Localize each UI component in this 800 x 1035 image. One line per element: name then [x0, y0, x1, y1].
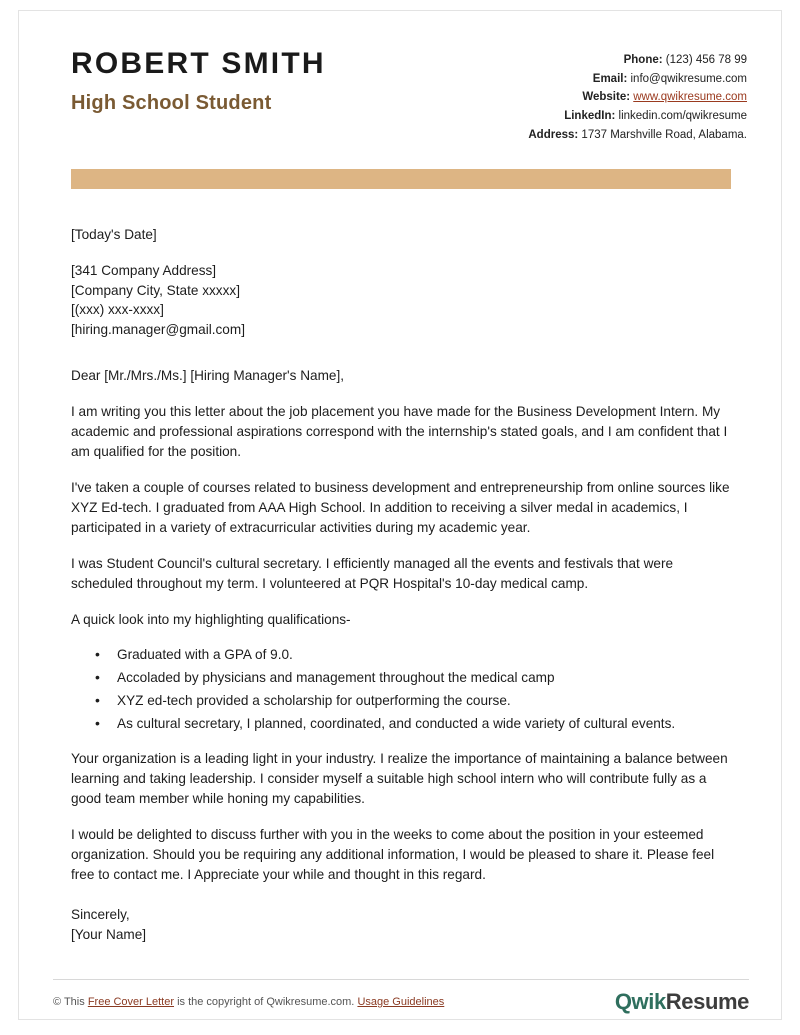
signature-block — [71, 905, 735, 946]
identity-block — [71, 43, 326, 115]
accent-divider-bar — [71, 169, 731, 189]
contact-email — [528, 70, 747, 89]
copyright-prefix: © This — [53, 996, 85, 1008]
contact-address — [528, 126, 747, 145]
recipient-address-block — [71, 261, 735, 340]
address-value: 1737 Marshville Road, Alabama. — [581, 128, 747, 141]
signature-name: [Your Name] — [71, 927, 147, 943]
website-label: Website: — [582, 91, 631, 104]
copyright-text — [53, 996, 444, 1008]
linkedin-value: linkedin.com/qwikresume — [618, 109, 747, 122]
copyright-middle: is the copyright of Qwikresume.com. — [177, 996, 355, 1008]
email-label: Email: — [592, 72, 628, 85]
address-label: Address: — [528, 128, 579, 141]
website-value[interactable]: www.qwikresume.com — [633, 91, 747, 104]
phone-label: Phone: — [623, 54, 663, 66]
phone-value: (123) 456 78 99 — [665, 54, 747, 66]
qwikresume-logo — [615, 989, 749, 1015]
list-item: • Accoladed by physicians and management throughout the medical camp — [95, 668, 735, 688]
signoff: Sincerely, — [71, 907, 130, 923]
body-paragraph: I am writing you this letter about the job placement you have made for the Business Development Intern. My academic and professional aspirations correspond with the internship's stated goals, and I am confident that I am qualified for the position. — [71, 403, 728, 459]
body-paragraph: I would be delighted to discuss further with you in the weeks to come about the position in your esteemed organization. Should you be requiring any additional information, I would be pleased to share it. Please feel free to contact me. I Appreciate your while and thought in this regard. — [71, 827, 715, 883]
letter-body — [71, 225, 735, 946]
contact-phone — [528, 51, 747, 70]
letter-header — [19, 11, 781, 144]
salutation: Dear [Mr./Mrs./Ms.] [Hiring Manager's Name], — [71, 367, 345, 383]
body-paragraph: A quick look into my highlighting qualifications- — [71, 611, 351, 627]
contact-block — [528, 43, 747, 144]
email-value: info@qwikresume.com — [630, 72, 747, 85]
linkedin-label: LinkedIn: — [564, 109, 616, 122]
body-paragraph: I've taken a couple of courses related to business development and entrepreneurship from online sources like XYZ Ed-tech. I graduated from AAA High School. In addition to receiving a silver medal in academics, I participated in a variety of extracurricular activities during my academic year. — [71, 479, 730, 535]
contact-linkedin — [528, 107, 747, 126]
letter-footer — [53, 989, 749, 1015]
body-paragraph: I was Student Council's cultural secretary. I efficiently managed all the events and festivals that were scheduled throughout my term. I volunteered at PQR Hospital's 10-day medical camp. — [71, 555, 674, 591]
footer-divider — [53, 979, 749, 980]
list-item: • As cultural secretary, I planned, coordinated, and conducted a wide variety of cultural events. — [95, 714, 735, 734]
candidate-title: High School Student — [71, 92, 272, 114]
contact-website — [528, 88, 747, 107]
candidate-name: ROBERT SMITH — [71, 47, 326, 80]
logo-resume: Resume — [665, 989, 749, 1014]
usage-guidelines-link[interactable]: Usage Guidelines — [357, 996, 445, 1008]
recipient-line: [(xxx) xxx-xxxx] — [71, 302, 164, 318]
body-paragraph: Your organization is a leading light in your industry. I realize the importance of maintaining a balance between learning and taking leadership. I consider myself a suitable high school intern who will contribute fully as a good team member while honing my capabilities. — [71, 751, 728, 807]
letter-sheet — [18, 10, 782, 1020]
list-item: • Graduated with a GPA of 9.0. — [95, 645, 735, 665]
free-cover-letter-link[interactable]: Free Cover Letter — [87, 996, 175, 1008]
recipient-line: [341 Company Address] — [71, 262, 217, 278]
logo-qwik: Qwik — [614, 989, 666, 1014]
list-item: • XYZ ed-tech provided a scholarship for outperforming the course. — [95, 691, 735, 711]
qualifications-list — [71, 645, 735, 733]
recipient-line: [Company City, State xxxxx] — [71, 282, 240, 298]
letter-date: [Today's Date] — [71, 227, 157, 242]
recipient-line: [hiring.manager@gmail.com] — [71, 322, 245, 338]
